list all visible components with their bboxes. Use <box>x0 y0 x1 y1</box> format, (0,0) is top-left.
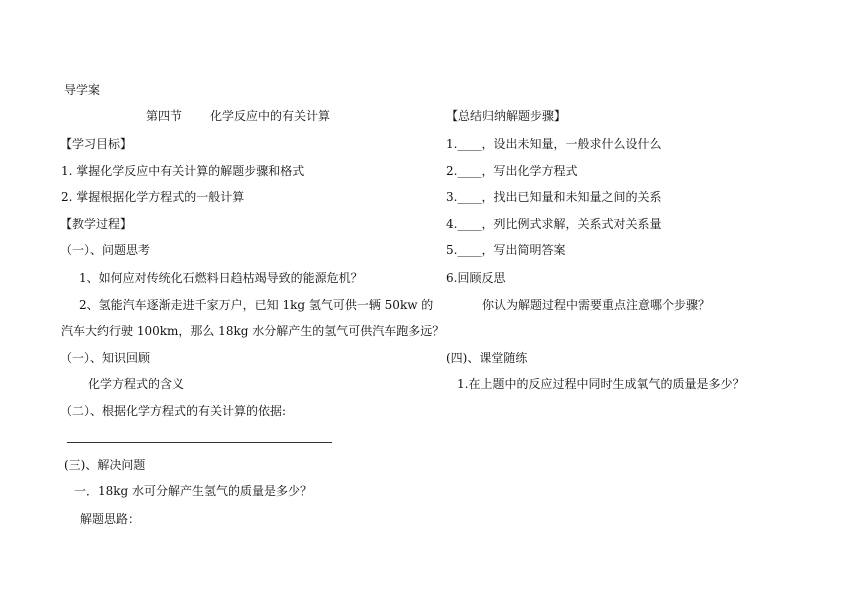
question-2-line-2: 汽车大约行驶 100km，那么 18kg 水分解产生的氢气可供汽车跑多远？ <box>61 324 445 338</box>
practice-question-1: 1.在上题中的反应过程中同时生成氧气的质量是多少？ <box>457 377 745 391</box>
step-item-6: 6.回顾反思 <box>446 271 506 285</box>
solve-heading: (三)、解决问题 <box>64 458 146 472</box>
step-item-3: 3.____，找出已知量和未知量之间的关系 <box>446 190 662 204</box>
step-item-5: 5.____，写出简明答案 <box>446 243 566 257</box>
solve-hint: 解题思路： <box>80 512 141 526</box>
section-number: 第四节 <box>146 109 183 123</box>
practice-heading: (四)、课堂随练 <box>446 351 528 365</box>
answer-blank-line <box>67 442 332 443</box>
process-heading: 【教学过程】 <box>60 217 133 231</box>
question-2-line-1: 2、氢能汽车逐渐走进千家万户，已知 1kg 氢气可供一辆 50kw 的 <box>79 298 434 312</box>
reflect-question: 你认为解题过程中需要重点注意哪个步骤？ <box>482 298 711 312</box>
step-item-1: 1.____，设出未知量，一般求什么设什么 <box>446 137 662 151</box>
document-label: 导学案 <box>64 83 101 97</box>
page-title: 化学反应中的有关计算 <box>210 109 331 123</box>
solve-question-1: 一．18kg 水可分解产生氢气的质量是多少？ <box>74 484 313 498</box>
review-heading: （一）、知识回顾 <box>60 351 151 365</box>
goals-heading: 【学习目标】 <box>60 137 133 151</box>
goal-item-1: 1. 掌握化学反应中有关计算的解题步骤和格式 <box>61 164 305 178</box>
step-item-4: 4.____，列比例式求解，关系式对关系量 <box>446 217 662 231</box>
goal-item-2: 2. 掌握根据化学方程式的一般计算 <box>61 190 245 204</box>
review-item: 化学方程式的含义 <box>88 377 185 391</box>
part1-heading: （一）、问题思考 <box>60 243 151 257</box>
question-1: 1、如何应对传统化石燃料日趋枯竭导致的能源危机？ <box>79 271 363 285</box>
step-item-2: 2.____，写出化学方程式 <box>446 164 578 178</box>
summary-heading: 【总结归纳解题步骤】 <box>446 109 567 123</box>
basis-heading: （二）、根据化学方程式的有关计算的依据: <box>60 404 287 418</box>
